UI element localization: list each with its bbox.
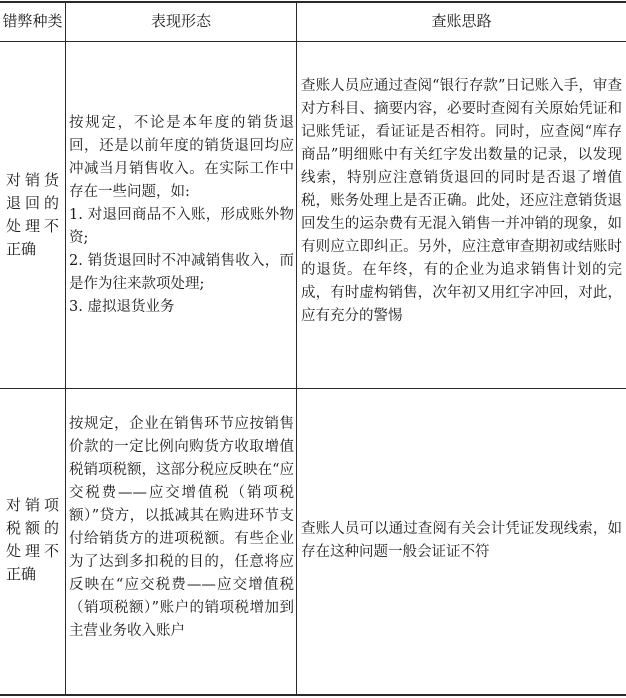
table-bottom-rule	[0, 694, 626, 696]
row2-category-line: 对销项	[6, 496, 59, 514]
header-bottom-rule	[0, 41, 626, 42]
row1-category	[6, 169, 59, 261]
column-divider-1	[65, 2, 66, 695]
header-error-type: 错弊种类	[2, 12, 63, 30]
row2-category-line: 处理不	[6, 542, 59, 560]
row1-manifestation-item: 2. 销货退回时不冲减销售收入，而是作为往来款项处理;	[69, 253, 294, 292]
header-audit-approach: 查账思路	[431, 12, 492, 30]
row2-category-line: 税额的	[6, 519, 59, 537]
row1-category-line: 处理不	[6, 217, 59, 235]
header-manifestation: 表现形态	[150, 12, 211, 30]
row1-manifestation-intro: 按规定，不论是本年度的销货退回，还是以前年度的销货退回均应冲减当月销售收入。在实际工作中存在一些问题，如:	[69, 115, 294, 200]
row1-manifestation-item: 3. 虚拟退货业务	[69, 299, 175, 315]
row1-category-line: 正确	[6, 240, 37, 258]
row2-category-line: 正确	[6, 565, 37, 583]
row2-audit-approach: 查账人员可以通过查阅有关会计凭证发现线索，如存在这种问题一般会证证不符	[301, 521, 622, 560]
row1-manifestation-item: 1. 对退回商品不入账，形成账外物资;	[69, 207, 294, 246]
column-divider-2	[296, 2, 297, 695]
row2-category	[6, 494, 59, 586]
row2-manifestation: 按规定，企业在销售环节应按销售价款的一定比例向购货方收取增值税销项税额，这部分税应反映在“应交税费——应交增值税（销项税额）”贷方，以抵减其在购进环节支付给销货方的进项税额。有些企业为了达到多扣税的目的，任意将应反映在“应交税费——应交增值税（销项税额）”账户的销项税增加到主营业务收入账户	[69, 416, 294, 639]
row1-category-line: 对销货	[6, 171, 59, 189]
row1-category-line: 退回的	[6, 194, 59, 212]
row1-audit-approach: 查账人员应通过查阅“银行存款”日记账入手，审查对方科目、摘要内容，必要时查阅有关原始凭证和记账凭证，看证证是否相符。同时，应查阅“库存商品”明细账中有关红字发出数量的记录，以发现线索，特别应注意销货退回的同时是否退了增值税，账务处理上是否正确。此处，还应注意销货退回发生的运杂费有无混入销售一并冲销的现象，如有则应立即纠正。另外，应注意审查期初或结账时的退货。在年终，有的企业为追求销售计划的完成，有时虚构销售，次年初又用红字冲回，对此，应有充分的警惕	[301, 78, 622, 324]
table-top-rule	[0, 1, 626, 3]
row1-manifestation	[69, 112, 294, 319]
row-divider-rule	[0, 388, 626, 389]
